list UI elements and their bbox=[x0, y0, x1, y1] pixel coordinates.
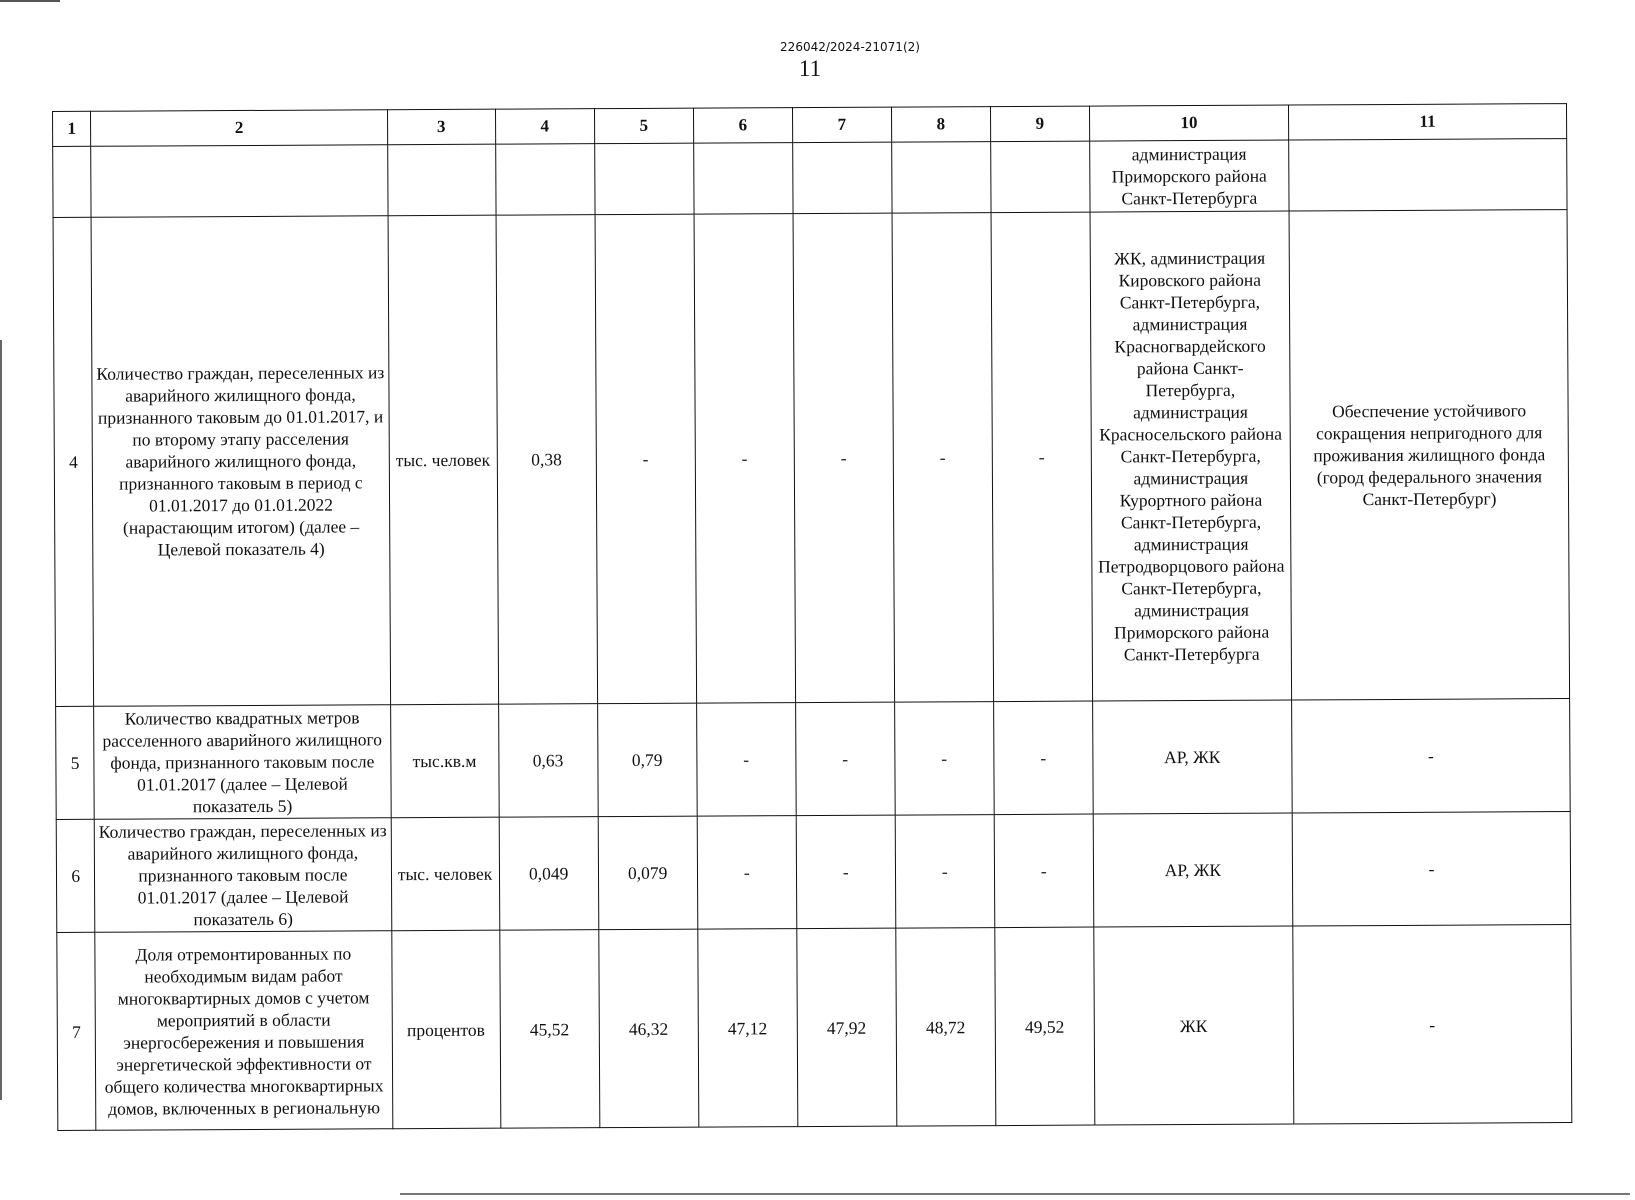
document-id: 226042/2024-21071(2) bbox=[780, 40, 920, 54]
value-cell: 0,079 bbox=[598, 816, 698, 930]
goal-cell: Обеспечение устойчивого сокращения непригодного для проживания жилищного фонда (город федерального значения Санкт-Петербург) bbox=[1289, 210, 1570, 700]
table-row bbox=[56, 812, 1571, 933]
unit-cell: тыс. человек bbox=[388, 215, 499, 705]
value-cell: - bbox=[696, 703, 796, 817]
value-cell: 0,79 bbox=[597, 703, 697, 817]
table-cell bbox=[990, 141, 1089, 213]
column-header: 11 bbox=[1288, 104, 1566, 140]
value-cell: 47,12 bbox=[698, 929, 798, 1128]
value-cell: - bbox=[796, 815, 896, 929]
value-cell: - bbox=[894, 702, 994, 816]
executors-cell: ЖК, администрация Кировского района Санкт-Петербурга, администрация Красногвардейского района Санкт-Петербурга, администрация Красносельского района Санкт-Петербурга, администрация Курортного района Санкт-Петербурга, администрация Петродворцового района Санкт-Петербурга, администрация Приморского района Санкт-Петербурга bbox=[1090, 211, 1292, 701]
table-row bbox=[53, 210, 1570, 707]
table-cell bbox=[1289, 139, 1567, 211]
value-cell: 0,38 bbox=[496, 215, 598, 705]
value-cell: 0,63 bbox=[498, 704, 598, 818]
column-header: 5 bbox=[594, 108, 693, 144]
row-number: 4 bbox=[53, 217, 94, 706]
table-cell bbox=[594, 143, 693, 215]
scan-edge-mark bbox=[0, 0, 60, 2]
column-header: 3 bbox=[387, 109, 495, 145]
row-number: 7 bbox=[57, 932, 96, 1130]
table-cell bbox=[53, 146, 92, 217]
value-cell: - bbox=[994, 814, 1094, 928]
executors-cell: ЖК bbox=[1094, 926, 1294, 1125]
table-cell bbox=[387, 144, 496, 216]
value-cell: 49,52 bbox=[995, 927, 1095, 1126]
table-cell bbox=[792, 142, 891, 214]
value-cell: 48,72 bbox=[896, 928, 996, 1127]
table-cell bbox=[495, 144, 594, 216]
value-cell: 45,52 bbox=[499, 930, 599, 1129]
value-cell: - bbox=[895, 815, 995, 929]
value-cell: 46,32 bbox=[598, 929, 698, 1128]
unit-cell: процентов bbox=[391, 930, 500, 1129]
unit-cell: тыс.кв.м bbox=[390, 704, 499, 818]
table-cell bbox=[891, 142, 990, 214]
value-cell: 0,049 bbox=[499, 817, 599, 931]
unit-cell: тыс. человек bbox=[391, 817, 500, 931]
column-header: 7 bbox=[792, 107, 891, 143]
indicator-name: Доля отремонтированных по необходимым видам работ многоквартирных домов с учетом мероприятий в области энергосбережения и повышения энергетической эффективности от общего количества многоквартирных домов, включенных в региональную bbox=[95, 931, 392, 1131]
row-number: 6 bbox=[56, 819, 95, 932]
column-header: 9 bbox=[990, 106, 1089, 142]
value-cell: - bbox=[694, 214, 796, 704]
value-cell: - bbox=[793, 213, 895, 703]
indicator-name: Количество квадратных метров расселенного аварийного жилищного фонда, признанного таковым после 01.01.2017 (далее – Целевой показатель 5) bbox=[94, 705, 391, 820]
table-row-continuation bbox=[53, 139, 1567, 218]
column-header: 2 bbox=[91, 110, 387, 147]
executors-cell: АР, ЖК bbox=[1093, 813, 1293, 927]
value-cell: 47,92 bbox=[797, 928, 897, 1127]
row-number: 5 bbox=[56, 706, 95, 819]
value-cell: - bbox=[697, 816, 797, 930]
table-cell bbox=[693, 143, 792, 215]
scan-edge-mark bbox=[0, 340, 2, 1100]
value-cell: - bbox=[595, 214, 697, 704]
table-row bbox=[56, 699, 1571, 820]
value-cell: - bbox=[991, 212, 1093, 702]
column-header: 1 bbox=[53, 111, 92, 146]
goal-cell: - bbox=[1292, 699, 1571, 813]
value-cell: - bbox=[795, 702, 895, 816]
goal-cell: - bbox=[1293, 925, 1572, 1124]
indicator-name: Количество граждан, переселенных из аварийного жилищного фонда, признанного таковым после 01.01.2017 (далее – Целевой показатель 6) bbox=[95, 818, 392, 933]
indicators-table bbox=[52, 103, 1572, 1131]
executors-cell: администрация Приморского района Санкт-Петербурга bbox=[1090, 140, 1289, 212]
table-cell bbox=[91, 145, 387, 218]
value-cell: - bbox=[993, 701, 1093, 815]
value-cell: - bbox=[892, 213, 994, 703]
column-header: 4 bbox=[495, 109, 594, 145]
column-header: 8 bbox=[891, 107, 990, 143]
page-number: 11 bbox=[798, 56, 822, 81]
table-row bbox=[57, 925, 1572, 1131]
column-header: 10 bbox=[1089, 105, 1288, 141]
scan-edge-mark bbox=[400, 1193, 1630, 1195]
executors-cell: АР, ЖК bbox=[1092, 700, 1292, 814]
column-header: 6 bbox=[693, 108, 792, 144]
indicator-name: Количество граждан, переселенных из аварийного жилищного фонда, признанного таковым до 01.01.2017, и по второму этапу расселения аварийного жилищного фонда, признанного таковым в период с 01.01.2017 до 01.01.2022 (нарастающим итогом) (далее – Целевой показатель 4) bbox=[91, 216, 390, 707]
goal-cell: - bbox=[1292, 812, 1571, 926]
